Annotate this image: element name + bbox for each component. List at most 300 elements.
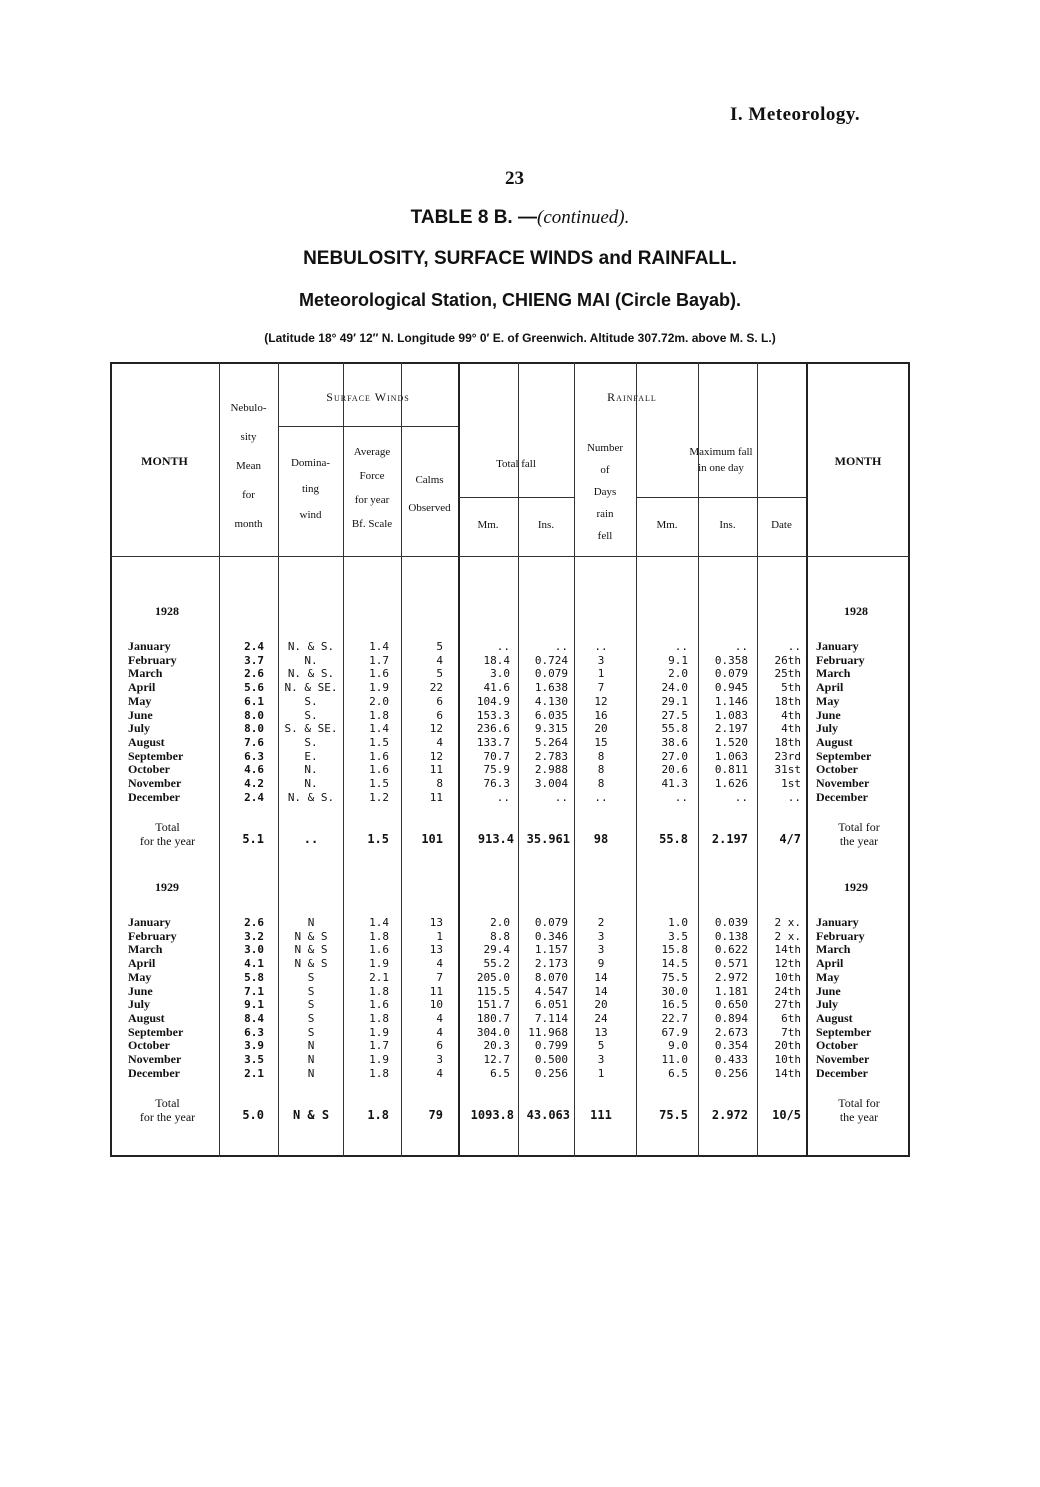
cell-months-right: November <box>816 1052 870 1066</box>
total-force: 1.5 <box>367 832 389 846</box>
header-calms-line: Observed <box>408 502 451 514</box>
cell-days: .. <box>594 790 608 804</box>
header-days-line: fell <box>597 530 613 542</box>
rule-h <box>458 497 574 498</box>
total-date: 10/5 <box>772 1108 801 1122</box>
cell-calms: 22 <box>429 681 443 695</box>
cell-max-ins: 0.894 <box>714 1011 748 1025</box>
cell-force: 1.6 <box>369 763 389 777</box>
rule-v <box>518 362 519 1157</box>
cell-wind: N. <box>304 763 318 777</box>
header-nebulosity-line: Mean <box>235 460 262 472</box>
cell-max-mm: 22.7 <box>661 1011 688 1025</box>
cell-total-mm: 236.6 <box>476 722 510 736</box>
header-calms <box>401 466 458 522</box>
cell-months: May <box>128 969 152 984</box>
cell-total-mm: 151.7 <box>476 998 510 1012</box>
cell-days: 13 <box>594 1025 608 1039</box>
total-days: 111 <box>590 1108 612 1122</box>
cell-total-mm: 70.7 <box>483 749 510 763</box>
cell-nebulosity: 3.7 <box>244 653 264 667</box>
total-nebulosity: 5.1 <box>242 832 264 846</box>
cell-max-mm: 38.6 <box>661 735 688 749</box>
header-nebulosity <box>219 394 278 539</box>
total-calms: 101 <box>421 832 443 846</box>
cell-days: .. <box>594 640 608 653</box>
cell-max-ins: 2.197 <box>714 722 748 736</box>
cell-max-mm: 11.0 <box>661 1053 688 1066</box>
cell-max-mm: 1.0 <box>668 916 688 929</box>
cell-total-ins: 2.783 <box>534 749 568 763</box>
cell-calms: 3 <box>436 1053 443 1066</box>
cell-days: 8 <box>597 749 605 763</box>
header-number-days <box>574 437 636 547</box>
rule-v <box>698 362 699 1157</box>
header-wind-line: ting <box>301 483 320 495</box>
cell-months: September <box>128 748 184 763</box>
cell-max-mm: 55.8 <box>661 722 688 736</box>
cell-total-mm: 304.0 <box>476 1025 510 1039</box>
cell-calms: 5 <box>436 640 443 653</box>
cell-date: 25th <box>774 667 801 681</box>
cell-date: 18th <box>774 735 801 749</box>
cell-force: 1.9 <box>369 957 389 971</box>
cell-max-mm: 16.5 <box>661 998 688 1012</box>
cell-total-mm: 115.5 <box>476 984 510 998</box>
table-label: TABLE 8 B. — <box>410 207 537 228</box>
cell-date: 23rd <box>774 749 801 763</box>
total-label-right <box>812 820 906 848</box>
cell-total-ins: 4.130 <box>534 694 568 708</box>
total-label-line: for the year <box>139 1110 196 1124</box>
cell-wind: S <box>307 998 315 1012</box>
cell-max-ins: 0.079 <box>714 667 748 681</box>
cell-max-mm: 27.0 <box>661 749 688 763</box>
cell-months: February <box>128 928 177 943</box>
cell-total-ins: 6.035 <box>534 708 568 722</box>
cell-date: 1st <box>781 777 801 790</box>
cell-days: 1 <box>597 1066 605 1080</box>
cell-max-mm: 9.0 <box>668 1039 688 1053</box>
cell-days: 14 <box>594 970 608 984</box>
header-total-fall: Total fall <box>496 458 536 470</box>
cell-wind: N & S <box>294 943 328 957</box>
total-ins: 35.961 <box>526 832 570 846</box>
cell-months: August <box>128 1010 165 1025</box>
cell-months-right: October <box>816 1038 858 1053</box>
cell-force: 1.8 <box>369 708 389 722</box>
cell-max-mm: 27.5 <box>661 708 688 722</box>
cell-months: February <box>128 652 177 667</box>
header-force-line: Average <box>353 446 391 458</box>
header-force-line: Bf. Scale <box>351 518 393 530</box>
total-wind: N & S <box>292 1108 330 1122</box>
cell-total-mm: 41.6 <box>483 681 510 695</box>
cell-months-right: July <box>816 997 839 1012</box>
cell-days: 3 <box>597 943 605 957</box>
cell-total-ins: 3.004 <box>534 777 568 790</box>
cell-wind: N & S <box>294 957 328 971</box>
cell-force: 1.5 <box>369 735 389 749</box>
cell-days: 5 <box>597 1039 605 1053</box>
cell-months-right: January <box>816 915 859 929</box>
cell-months-right: June <box>816 983 841 998</box>
cell-calms: 5 <box>436 667 443 681</box>
cell-months-right: September <box>816 748 872 763</box>
year-label: 1928 <box>155 604 179 618</box>
cell-force: 1.4 <box>369 916 389 929</box>
cell-nebulosity: 8.0 <box>244 722 264 736</box>
cell-days: 20 <box>594 998 608 1012</box>
header-average-force <box>343 440 401 536</box>
cell-total-ins: 4.547 <box>534 984 568 998</box>
cell-total-mm: 153.3 <box>476 708 510 722</box>
header-total-mm: Mm. <box>477 519 499 531</box>
cell-total-ins: 5.264 <box>534 735 568 749</box>
cell-max-ins: 2.972 <box>714 970 748 984</box>
cell-date: 10th <box>774 1053 801 1066</box>
cell-months-right: April <box>816 680 844 695</box>
total-label <box>120 820 215 848</box>
cell-months-right: May <box>816 693 840 708</box>
header-calms-line: Calms <box>415 474 444 486</box>
cell-months: December <box>128 1065 180 1080</box>
header-surface-winds: Surface Winds <box>326 390 410 404</box>
cell-wind: S. <box>304 708 318 722</box>
cell-calms: 11 <box>429 790 443 804</box>
table-label-suffix: (continued). <box>537 207 630 228</box>
cell-max-ins: 1.520 <box>714 735 748 749</box>
total-label-right <box>812 1096 906 1124</box>
cell-calms: 4 <box>436 1025 443 1039</box>
cell-months: October <box>128 762 170 777</box>
cell-days: 20 <box>594 722 608 736</box>
cell-calms: 12 <box>429 722 443 736</box>
cell-wind: N. & S. <box>287 640 335 653</box>
cell-max-ins: 1.181 <box>714 984 748 998</box>
header-dominating-wind <box>278 450 343 528</box>
cell-calms: 8 <box>436 777 443 790</box>
cell-days: 1 <box>597 667 605 681</box>
cell-months: January <box>128 915 171 929</box>
cell-months: June <box>128 983 153 998</box>
cell-months-right: June <box>816 707 841 722</box>
cell-date: 31st <box>774 763 801 777</box>
cell-months-right: August <box>816 734 853 749</box>
cell-wind: N & S <box>294 929 328 943</box>
cell-date: 2 x. <box>774 929 801 943</box>
cell-calms: 1 <box>436 929 443 943</box>
cell-max-mm: 29.1 <box>661 694 688 708</box>
cell-days: 9 <box>597 957 605 971</box>
cell-nebulosity: 6.3 <box>244 749 264 763</box>
header-days-line: rain <box>596 508 614 520</box>
total-label <box>120 1096 215 1124</box>
cell-days: 2 <box>597 916 605 929</box>
cell-nebulosity: 4.1 <box>244 957 264 971</box>
total-label-line: the year <box>839 1110 879 1124</box>
cell-wind: N <box>307 1039 315 1053</box>
cell-months: April <box>128 956 156 971</box>
cell-wind: N <box>307 1066 315 1080</box>
cell-nebulosity: 7.6 <box>244 735 264 749</box>
table-title <box>0 207 1040 229</box>
header-wind-line: Domina- <box>290 457 331 469</box>
cell-nebulosity: 2.4 <box>244 790 264 804</box>
rule-v <box>636 362 637 1157</box>
cell-nebulosity: 3.2 <box>244 929 264 943</box>
cell-force: 1.6 <box>369 998 389 1012</box>
cell-date: 14th <box>774 943 801 957</box>
cell-nebulosity: 6.3 <box>244 1025 264 1039</box>
cell-calms: 13 <box>429 916 443 929</box>
header-max-line: in one day <box>698 462 744 474</box>
cell-nebulosity: 4.2 <box>244 777 264 790</box>
total-calms: 79 <box>428 1108 443 1122</box>
cell-days: 3 <box>597 1053 605 1066</box>
cell-calms: 10 <box>429 998 443 1012</box>
cell-months: January <box>128 639 171 653</box>
cell-months-right: September <box>816 1024 872 1039</box>
cell-force: 1.9 <box>369 681 389 695</box>
header-force-line: for year <box>354 494 390 506</box>
cell-max-ins: 0.358 <box>714 653 748 667</box>
cell-nebulosity: 2.4 <box>244 640 264 653</box>
cell-force: 1.4 <box>369 640 389 653</box>
header-days-line: Number <box>586 442 624 454</box>
cell-total-mm: 76.3 <box>483 777 510 790</box>
cell-wind: S. & SE. <box>284 722 338 736</box>
total-label-line: for the year <box>139 834 196 848</box>
cell-max-mm: 9.1 <box>668 653 688 667</box>
cell-months-right: April <box>816 956 844 971</box>
cell-days: 8 <box>597 763 605 777</box>
cell-total-mm: .. <box>496 640 510 653</box>
total-force: 1.8 <box>367 1108 389 1122</box>
header-month: MONTH <box>141 454 188 468</box>
cell-months-right: February <box>816 652 865 667</box>
cell-calms: 11 <box>429 984 443 998</box>
cell-months: April <box>128 680 156 695</box>
cell-force: 1.4 <box>369 722 389 736</box>
cell-total-ins: 0.724 <box>534 653 568 667</box>
cell-max-ins: 0.571 <box>714 957 748 971</box>
cell-force: 2.1 <box>369 970 389 984</box>
cell-max-ins: 0.256 <box>714 1066 748 1080</box>
cell-max-ins: .. <box>734 640 748 653</box>
cell-nebulosity: 2.6 <box>244 667 264 681</box>
cell-max-mm: 24.0 <box>661 681 688 695</box>
cell-date: 7th <box>781 1025 801 1039</box>
sub-title: Meteorological Station, CHIENG MAI (Circle Bayab). <box>298 290 742 310</box>
cell-nebulosity: 7.1 <box>244 984 264 998</box>
total-nebulosity: 5.0 <box>242 1108 264 1122</box>
cell-nebulosity: 6.1 <box>244 694 264 708</box>
cell-date: 18th <box>774 694 801 708</box>
cell-max-ins: 0.138 <box>714 929 748 943</box>
total-label-line: Total for <box>838 1096 880 1110</box>
cell-force: 1.9 <box>369 1053 389 1066</box>
total-label-line: Total <box>155 1096 180 1110</box>
total-label-line: Total for <box>838 820 880 834</box>
cell-nebulosity: 2.1 <box>244 1066 264 1080</box>
cell-total-ins: 11.968 <box>528 1025 568 1039</box>
cell-calms: 6 <box>436 708 443 722</box>
cell-force: 1.8 <box>369 929 389 943</box>
cell-max-mm: 20.6 <box>661 763 688 777</box>
cell-calms: 4 <box>436 653 443 667</box>
header-nebulosity-line: sity <box>240 431 257 443</box>
cell-wind: N. <box>304 777 318 790</box>
cell-date: 5th <box>781 681 801 695</box>
cell-max-mm: 3.5 <box>668 929 688 943</box>
cell-months: July <box>128 721 151 736</box>
total-max-mm: 55.8 <box>659 832 688 846</box>
cell-max-ins: 2.673 <box>714 1025 748 1039</box>
cell-months-right: March <box>816 666 851 681</box>
cell-date: 2 x. <box>774 916 801 929</box>
cell-nebulosity: 5.8 <box>244 970 264 984</box>
cell-months: November <box>128 776 182 790</box>
cell-force: 1.6 <box>369 749 389 763</box>
cell-date: .. <box>787 640 801 653</box>
cell-force: 1.7 <box>369 653 389 667</box>
cell-date: 4th <box>781 722 801 736</box>
cell-days: 14 <box>594 984 608 998</box>
cell-force: 1.8 <box>369 1011 389 1025</box>
cell-total-ins: 0.079 <box>534 916 568 929</box>
main-title: NEBULOSITY, SURFACE WINDS and RAINFALL. <box>303 248 737 269</box>
cell-months: July <box>128 997 151 1012</box>
cell-force: 2.0 <box>369 694 389 708</box>
cell-max-ins: 0.354 <box>714 1039 748 1053</box>
cell-force: 1.8 <box>369 984 389 998</box>
cell-calms: 6 <box>436 1039 443 1053</box>
cell-wind: N <box>307 1053 315 1066</box>
cell-months-right: December <box>816 789 868 804</box>
cell-wind: N. & S. <box>287 667 335 681</box>
cell-force: 1.8 <box>369 1066 389 1080</box>
total-max-ins: 2.972 <box>711 1108 748 1122</box>
cell-max-ins: 0.811 <box>714 763 748 777</box>
cell-max-ins: 1.063 <box>714 749 748 763</box>
cell-calms: 11 <box>429 763 443 777</box>
cell-total-mm: 29.4 <box>483 943 510 957</box>
cell-days: 15 <box>594 735 608 749</box>
cell-days: 24 <box>594 1011 608 1025</box>
total-ins: 43.063 <box>526 1108 570 1122</box>
header-total-ins: Ins. <box>537 519 555 531</box>
cell-months: March <box>128 666 163 681</box>
cell-months-right: July <box>816 721 839 736</box>
header-rainfall: Rainfall <box>607 390 657 404</box>
header-max-line: Maximum fall <box>689 446 753 458</box>
year-label: 1929 <box>155 880 179 894</box>
cell-total-ins: 0.079 <box>534 667 568 681</box>
cell-max-ins: 0.039 <box>714 916 748 929</box>
cell-nebulosity: 4.6 <box>244 763 264 777</box>
cell-total-ins: 0.346 <box>534 929 568 943</box>
cell-months-right: October <box>816 762 858 777</box>
cell-months: September <box>128 1024 184 1039</box>
cell-force: 1.9 <box>369 1025 389 1039</box>
cell-months: May <box>128 693 152 708</box>
cell-total-mm: 18.4 <box>483 653 510 667</box>
coordinates-line: (Latitude 18° 49′ 12″ N. Longitude 99° 0′ E. of Greenwich. Altitude 307.72m. above M. S. L.) <box>264 331 776 345</box>
cell-days: 12 <box>594 694 608 708</box>
cell-months: October <box>128 1038 170 1053</box>
cell-total-mm: 12.7 <box>483 1053 510 1066</box>
cell-wind: N <box>307 916 315 929</box>
cell-total-mm: 2.0 <box>490 916 510 929</box>
cell-months: November <box>128 1052 182 1066</box>
cell-nebulosity: 2.6 <box>244 916 264 929</box>
cell-max-mm: 75.5 <box>661 970 688 984</box>
cell-total-ins: 7.114 <box>534 1011 568 1025</box>
cell-months-right: February <box>816 928 865 943</box>
cell-total-mm: 205.0 <box>476 970 510 984</box>
header-month-right: MONTH <box>834 454 882 468</box>
cell-nebulosity: 9.1 <box>244 998 264 1012</box>
cell-total-ins: .. <box>554 640 568 653</box>
cell-force: 1.5 <box>369 777 389 790</box>
cell-total-ins: 0.500 <box>534 1053 568 1066</box>
cell-date: 14th <box>774 1066 801 1080</box>
cell-max-mm: .. <box>674 640 688 653</box>
cell-wind: S <box>307 970 315 984</box>
cell-total-mm: 8.8 <box>490 929 510 943</box>
header-days-line: of <box>600 464 610 476</box>
cell-nebulosity: 5.6 <box>244 681 264 695</box>
cell-date: 6th <box>781 1011 801 1025</box>
header-max-mm: Mm. <box>656 519 678 531</box>
cell-total-ins: 0.256 <box>534 1066 568 1080</box>
cell-months: June <box>128 707 153 722</box>
page-number: 23 <box>505 168 524 189</box>
cell-wind: N. & S. <box>287 790 335 804</box>
header-nebulosity-line: Nebulo- <box>230 402 267 414</box>
rule-h <box>110 556 910 557</box>
total-label-line: Total <box>155 820 180 834</box>
cell-calms: 4 <box>436 957 443 971</box>
cell-wind: S <box>307 984 315 998</box>
cell-total-ins: 2.988 <box>534 763 568 777</box>
cell-calms: 4 <box>436 1066 443 1080</box>
cell-max-mm: .. <box>674 790 688 804</box>
cell-date: 26th <box>774 653 801 667</box>
cell-months-right: November <box>816 776 870 790</box>
cell-days: 8 <box>597 777 605 790</box>
cell-months: August <box>128 734 165 749</box>
total-mm: 1093.8 <box>470 1108 514 1122</box>
cell-date: 4th <box>781 708 801 722</box>
cell-months-right: May <box>816 969 840 984</box>
cell-date: 24th <box>774 984 801 998</box>
cell-total-mm: 133.7 <box>476 735 510 749</box>
total-date: 4/7 <box>779 832 801 846</box>
cell-days: 3 <box>597 653 605 667</box>
cell-max-ins: 0.433 <box>714 1053 748 1066</box>
cell-max-mm: 6.5 <box>668 1066 688 1080</box>
cell-wind: S. <box>304 694 318 708</box>
cell-months: March <box>128 942 163 957</box>
total-label-line: the year <box>839 834 879 848</box>
header-days-line: Days <box>593 486 617 498</box>
header-max-ins: Ins. <box>719 519 736 531</box>
rule-v <box>806 362 808 1157</box>
total-wind: .. <box>303 832 319 846</box>
cell-days: 3 <box>597 929 605 943</box>
